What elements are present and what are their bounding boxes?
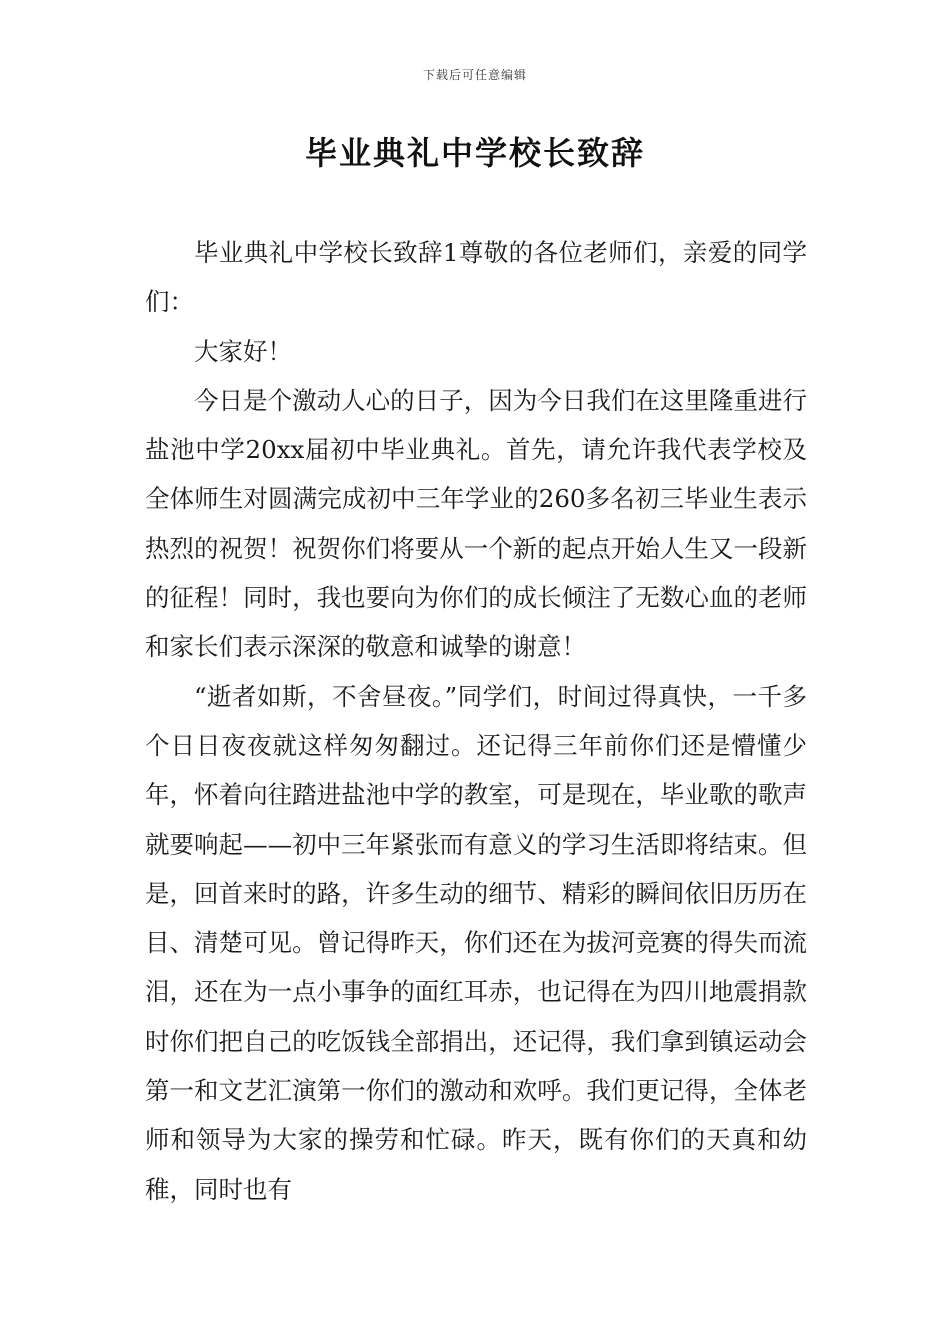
paragraph-ceremony: 今日是个激动人心的日子，因为今日我们在这里隆重进行盐池中学20xx届初中毕业典礼。首先，请允许我代表学校及全体师生对圆满完成初中三年学业的260多名初三毕业生表示热烈的祝贺！祝贺你们将要从一个新的起点开始人生又一段新的征程！同时，我也要向为你们的成长倾注了无数心血的老师和家长们表示深深的敬意和诚挚的谢意！	[145, 385, 807, 662]
document-body	[145, 228, 807, 1214]
document-title: 毕业典礼中学校长致辞	[304, 134, 645, 172]
paragraph-greeting-line: 毕业典礼中学校长致辞1尊敬的各位老师们，亲爱的同学们：	[145, 238, 807, 317]
paragraph-hello: 大家好！	[194, 336, 292, 366]
paragraph-memories: “逝者如斯，不舍昼夜。”同学们，时间过得真快，一千多个日日夜夜就这样匆匆翻过。还记得三年前你们还是懵懂少年，怀着向往踏进盐池中学的教室，可是现在，毕业歌的歌声就要响起——初中三年紧张而有意义的学习生活即将结束。但是，回首来时的路，许多生动的细节、精彩的瞬间依旧历历在目、清楚可见。曾记得昨天，你们还在为拔河竞赛的得失而流泪，还在为一点小事争的面红耳赤，也记得在为四川地震捐款时你们把自己的吃饭钱全部捐出，还记得，我们拿到镇运动会第一和文艺汇演第一你们的激动和欢呼。我们更记得，全体老师和领导为大家的操劳和忙碌。昨天，既有你们的天真和幼稚，同时也有	[145, 681, 807, 1204]
header-note: 下载后可任意编辑	[422, 68, 527, 82]
